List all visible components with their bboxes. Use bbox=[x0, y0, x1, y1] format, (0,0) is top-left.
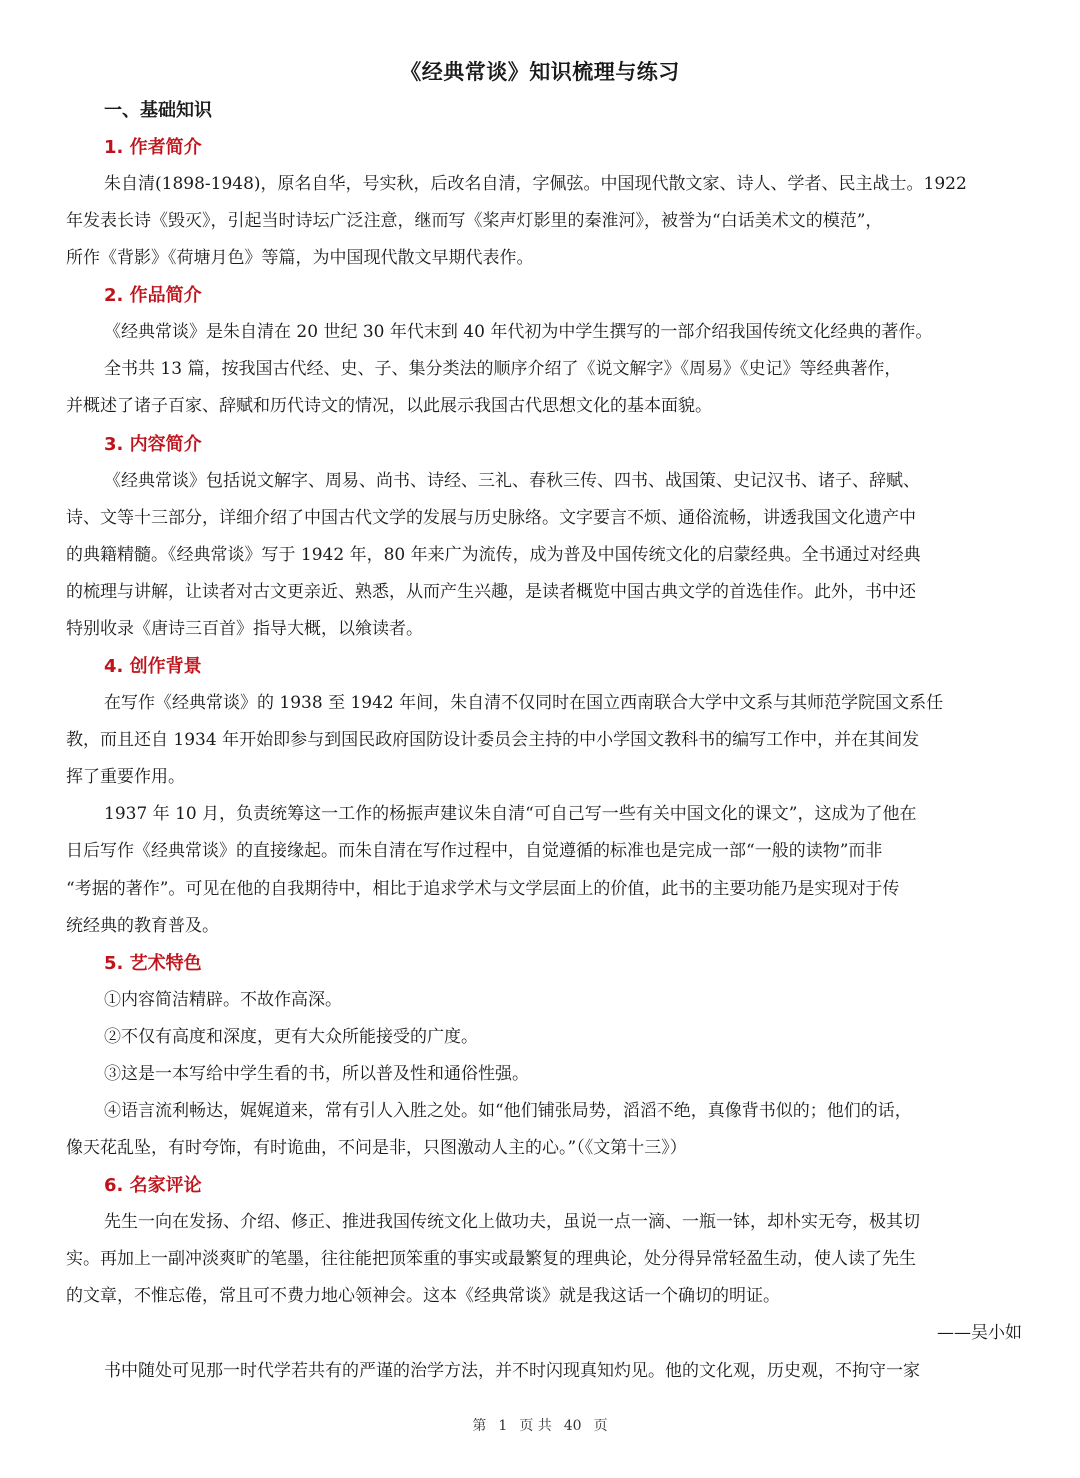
document-content bbox=[66, 92, 1022, 1390]
subheading-content: 3. 内容简介 bbox=[104, 433, 202, 455]
text-line: 朱自清(1898-1948)，原名自华，号实秋，后改名自清，字佩弦。中国现代散文家、诗人、学者、民主战士。1922 bbox=[104, 174, 967, 194]
quote-signature: ——吴小如 bbox=[937, 1323, 1022, 1344]
list-item: ②不仅有高度和深度，更有大众所能接受的广度。 bbox=[104, 1026, 478, 1047]
text-line: 实。再加上一副冲淡爽旷的笔墨，往往能把顶笨重的事实或最繁复的理典论，处分得异常轻盈生动，使人读了先生 bbox=[66, 1249, 916, 1270]
page-title: 《经典常谈》知识梳理与练习 bbox=[400, 60, 680, 84]
text-line: 挥了重要作用。 bbox=[66, 767, 185, 788]
text-line: 并概述了诸子百家、辞赋和历代诗文的情况，以此展示我国古代思想文化的基本面貌。 bbox=[66, 396, 712, 417]
text-line: 像天花乱坠，有时夸饰，有时诡曲，不问是非，只图激动人主的心。”（《文第十三》） bbox=[66, 1138, 687, 1159]
page-number: 1 bbox=[498, 1418, 508, 1434]
subheading-author: 1. 作者简介 bbox=[104, 137, 202, 158]
text-line: 的梳理与讲解，让读者对古文更亲近、熟悉，从而产生兴趣，是读者概览中国古典文学的首选佳作。此外，书中还 bbox=[66, 581, 916, 602]
subheading-background: 4. 创作背景 bbox=[104, 656, 202, 678]
text-line: “考据的著作”。可见在他的自我期待中，相比于追求学术与文学层面上的价值，此书的主要功能乃是实现对于传 bbox=[66, 878, 900, 899]
list-item: ①内容简洁精辟。不故作高深。 bbox=[104, 989, 342, 1010]
text-line: 所作《背影》《荷塘月色》等篇，为中国现代散文早期代表作。 bbox=[66, 248, 534, 269]
page-total: 40 bbox=[563, 1418, 582, 1434]
list-item: ③这是一本写给中学生看的书，所以普及性和通俗性强。 bbox=[104, 1063, 529, 1084]
text-line: 的典籍精髓。《经典常谈》写于 1942 年，80 年来广为流传，成为普及中国传统文化的启蒙经典。全书通过对经典 bbox=[66, 544, 921, 565]
text-line: 特别收录《唐诗三百首》指导大概，以飨读者。 bbox=[66, 618, 423, 639]
page-footer bbox=[0, 1414, 1080, 1438]
footer-prefix: 第 bbox=[472, 1418, 487, 1434]
list-item: ④语言流利畅达，娓娓道来，常有引人入胜之处。如“他们铺张局势，滔滔不绝，真像背书似的；他们的话， bbox=[104, 1100, 912, 1121]
text-line: 的文章，不惟忘倦，常且可不费力地心领神会。这本《经典常谈》就是我这话一个确切的明证。 bbox=[66, 1286, 780, 1307]
text-line: 诗、文等十三部分，详细介绍了中国古代文学的发展与历史脉络。文字要言不烦、通俗流畅，讲透我国文化遗产中 bbox=[66, 507, 916, 528]
subheading-work: 2. 作品简介 bbox=[104, 285, 202, 307]
subheading-art: 5. 艺术特色 bbox=[104, 952, 202, 974]
section-heading-basics: 一、基础知识 bbox=[104, 100, 212, 121]
footer-middle: 页 共 bbox=[519, 1418, 552, 1434]
text-line: 统经典的教育普及。 bbox=[66, 915, 219, 936]
text-line: 书中随处可见那一时代学若共有的严谨的治学方法，并不时闪现真知灼见。他的文化观，历史观，不拘守一家 bbox=[104, 1360, 920, 1381]
text-line: 1937 年 10 月，负责统筹这一工作的杨振声建议朱自清“可自己写一些有关中国文化的课文”，这成为了他在 bbox=[104, 804, 917, 825]
text-line: 在写作《经典常谈》的 1938 至 1942 年间，朱自清不仅同时在国立西南联合大学中文系与其师范学院国文系任 bbox=[104, 693, 944, 714]
text-line: 教，而且还自 1934 年开始即参与到国民政府国防设计委员会主持的中小学国文教科书的编写工作中，并在其间发 bbox=[66, 730, 920, 751]
text-line: 《经典常谈》是朱自清在 20 世纪 30 年代末到 40 年代初为中学生撰写的一部介绍我国传统文化经典的著作。 bbox=[104, 322, 933, 343]
text-line: 《经典常谈》包括说文解字、周易、尚书、诗经、三礼、春秋三传、四书、战国策、史记汉书、诸子、辞赋、 bbox=[104, 470, 920, 491]
text-line: 先生一向在发扬、介绍、修正、推进我国传统文化上做功夫，虽说一点一滴、一瓶一钵，却朴实无夸，极其切 bbox=[104, 1212, 920, 1233]
text-line: 全书共 13 篇，按我国古代经、史、子、集分类法的顺序介绍了《说文解字》《周易》《史记》等经典著作， bbox=[104, 359, 902, 380]
footer-suffix: 页 bbox=[593, 1418, 608, 1434]
subheading-comments: 6. 名家评论 bbox=[104, 1175, 202, 1197]
text-line: 日后写作《经典常谈》的直接缘起。而朱自清在写作过程中，自觉遵循的标准也是完成一部“一般的读物”而非 bbox=[66, 841, 883, 862]
text-line: 年发表长诗《毁灭》，引起当时诗坛广泛注意，继而写《桨声灯影里的秦淮河》，被誉为“白话美术文的模范”， bbox=[66, 211, 883, 232]
